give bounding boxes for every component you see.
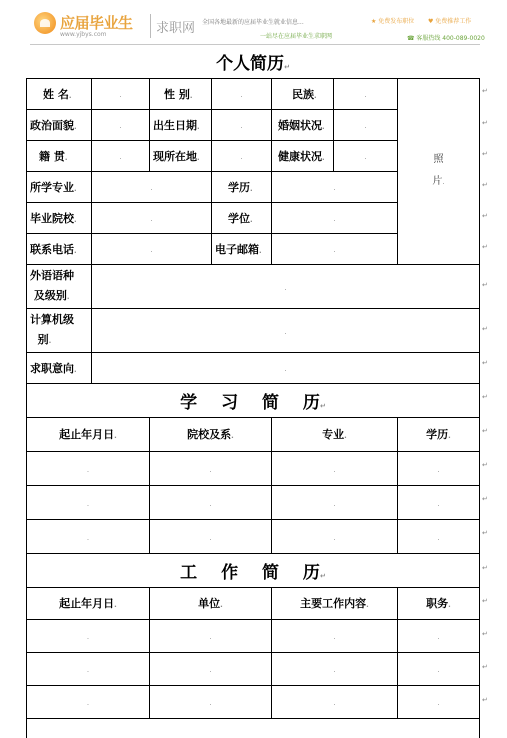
row-end-mark: ↵	[482, 393, 488, 401]
study-education-field[interactable]: .	[398, 485, 480, 519]
ethnicity-field[interactable]: .	[334, 78, 398, 109]
name-label: 姓 名.	[27, 78, 92, 109]
photo-label-2: 片	[432, 176, 443, 187]
row-end-mark: ↵	[482, 495, 488, 503]
job-intention-label: 求职意向.	[27, 352, 92, 383]
work-row	[27, 652, 480, 685]
hotline-text: ☎ 客服热线 400-089-0020	[407, 35, 485, 42]
gender-field[interactable]: .	[212, 78, 272, 109]
tagline-2: 一站尽在应届毕业生求职网	[260, 33, 333, 40]
logo-title: 应届毕业生	[60, 14, 133, 32]
row-end-mark: ↵	[482, 119, 488, 127]
study-major-field[interactable]: .	[272, 451, 398, 485]
hotline-label: 客服热线 400-089-0020	[416, 35, 485, 42]
computer-row	[27, 308, 480, 352]
school-label: 毕业院校.	[27, 202, 92, 233]
row-end-mark: ↵	[482, 181, 488, 189]
photo-label-1: 照	[433, 154, 444, 165]
study-title-row	[27, 383, 480, 417]
email-label: 电子邮箱.	[212, 233, 272, 264]
recommend-job-link[interactable]: ♥ 免费推荐工作	[428, 18, 472, 25]
gender-label: 性 别.	[150, 78, 212, 109]
post-job-link[interactable]: ★ 免费发布职位	[371, 18, 415, 25]
study-major-field[interactable]: .	[272, 485, 398, 519]
row-end-mark: ↵	[482, 150, 488, 158]
site-logo[interactable]	[34, 10, 159, 40]
resume-title: 个人简历↵	[27, 46, 480, 78]
logo-subtitle: 求职网	[156, 21, 196, 36]
study-section-title: 学 习 简 历↵	[27, 383, 480, 417]
site-header	[0, 0, 507, 44]
work-col-dates: 起止年月日.	[27, 587, 150, 619]
native-place-field[interactable]: .	[92, 140, 150, 171]
study-col-dates: 起止年月日.	[27, 417, 150, 451]
study-row	[27, 485, 480, 519]
current-location-label: 现所在地.	[150, 140, 212, 171]
job-intention-row	[27, 352, 480, 383]
political-status-field[interactable]: .	[92, 109, 150, 140]
major-label: 所学专业.	[27, 171, 92, 202]
native-place-label: 籍 贯.	[27, 140, 92, 171]
logo-emblem-icon	[34, 12, 56, 34]
row-end-mark: ↵	[482, 427, 488, 435]
row-end-mark: ↵	[482, 243, 488, 251]
work-col-duties: 主要工作内容.	[272, 587, 398, 619]
marital-status-field[interactable]: .	[334, 109, 398, 140]
health-field[interactable]: .	[334, 140, 398, 171]
current-location-field[interactable]: .	[212, 140, 272, 171]
study-row	[27, 519, 480, 553]
row-end-mark: ↵	[482, 696, 488, 704]
health-label: 健康状况.	[272, 140, 334, 171]
school-field[interactable]: .	[92, 202, 212, 233]
work-col-position: 职务.	[398, 587, 480, 619]
birth-date-label: 出生日期.	[150, 109, 212, 140]
work-position-field[interactable]: .	[398, 685, 480, 718]
work-duties-field[interactable]: .	[272, 652, 398, 685]
major-field[interactable]: .	[92, 171, 212, 202]
marital-status-label: 婚姻状况.	[272, 109, 334, 140]
language-row	[27, 264, 480, 308]
language-field[interactable]: .	[92, 264, 480, 308]
phone-label: 联系电话.	[27, 233, 92, 264]
row-end-mark: ↵	[482, 359, 488, 367]
study-dates-field[interactable]: .	[27, 451, 150, 485]
work-employer-field[interactable]: .	[150, 619, 272, 652]
work-duties-field[interactable]: .	[272, 685, 398, 718]
work-row-cutoff	[27, 718, 480, 738]
resume-table	[26, 46, 480, 738]
study-col-major: 专业.	[272, 417, 398, 451]
education-field[interactable]: .	[272, 171, 398, 202]
work-position-field[interactable]: .	[398, 652, 480, 685]
photo-box[interactable]: 照 片.	[398, 78, 480, 264]
work-employer-field[interactable]: .	[150, 652, 272, 685]
work-header-row	[27, 587, 480, 619]
work-dates-field[interactable]: .	[27, 652, 150, 685]
ethnicity-label: 民族.	[272, 78, 334, 109]
degree-label: 学位.	[212, 202, 272, 233]
study-col-education: 学历.	[398, 417, 480, 451]
row-end-mark: ↵	[482, 630, 488, 638]
computer-field[interactable]: .	[92, 308, 480, 352]
row-end-mark: ↵	[482, 325, 488, 333]
study-education-field[interactable]: .	[398, 519, 480, 553]
post-job-label: 免费发布职位	[378, 18, 415, 25]
study-school-field[interactable]: .	[150, 451, 272, 485]
study-dates-field[interactable]: .	[27, 519, 150, 553]
tagline-1: 全国各地最新的应届毕业生就业信息...	[202, 19, 304, 26]
education-label: 学历.	[212, 171, 272, 202]
logo-divider	[150, 14, 151, 38]
row-end-mark: ↵	[482, 564, 488, 572]
computer-label: 计算机级 别.	[27, 308, 92, 352]
info-row-1	[27, 78, 480, 109]
birth-date-field[interactable]: .	[212, 109, 272, 140]
work-row-partial	[27, 718, 480, 738]
work-col-employer: 单位.	[150, 587, 272, 619]
row-end-mark: ↵	[482, 529, 488, 537]
work-dates-field[interactable]: .	[27, 619, 150, 652]
work-employer-field[interactable]: .	[150, 685, 272, 718]
row-end-mark: ↵	[482, 663, 488, 671]
work-row	[27, 685, 480, 718]
study-header-row	[27, 417, 480, 451]
row-end-mark: ↵	[482, 461, 488, 469]
row-end-mark: ↵	[482, 212, 488, 220]
study-school-field[interactable]: .	[150, 485, 272, 519]
language-label: 外语语种 及级别.	[27, 264, 92, 308]
work-position-field[interactable]: .	[398, 619, 480, 652]
name-field[interactable]: .	[92, 78, 150, 109]
phone-field[interactable]: .	[92, 233, 212, 264]
work-duties-field[interactable]: .	[272, 619, 398, 652]
study-major-field[interactable]: .	[272, 519, 398, 553]
email-field[interactable]: .	[272, 233, 398, 264]
row-end-mark: ↵	[482, 281, 488, 289]
row-end-mark: ↵	[482, 87, 488, 95]
study-row	[27, 451, 480, 485]
work-title-row	[27, 553, 480, 587]
study-dates-field[interactable]: .	[27, 485, 150, 519]
recommend-job-label: 免费推荐工作	[435, 18, 472, 25]
degree-field[interactable]: .	[272, 202, 398, 233]
study-education-field[interactable]: .	[398, 451, 480, 485]
work-dates-field[interactable]: .	[27, 685, 150, 718]
study-school-field[interactable]: .	[150, 519, 272, 553]
job-intention-field[interactable]: .	[92, 352, 480, 383]
work-row	[27, 619, 480, 652]
political-status-label: 政治面貌.	[27, 109, 92, 140]
header-rule	[30, 44, 480, 45]
logo-url: www.yjbys.com	[60, 31, 107, 38]
resume-title-row	[27, 46, 480, 78]
study-col-school: 院校及系.	[150, 417, 272, 451]
row-end-mark: ↵	[482, 597, 488, 605]
work-section-title: 工 作 简 历↵	[27, 553, 480, 587]
